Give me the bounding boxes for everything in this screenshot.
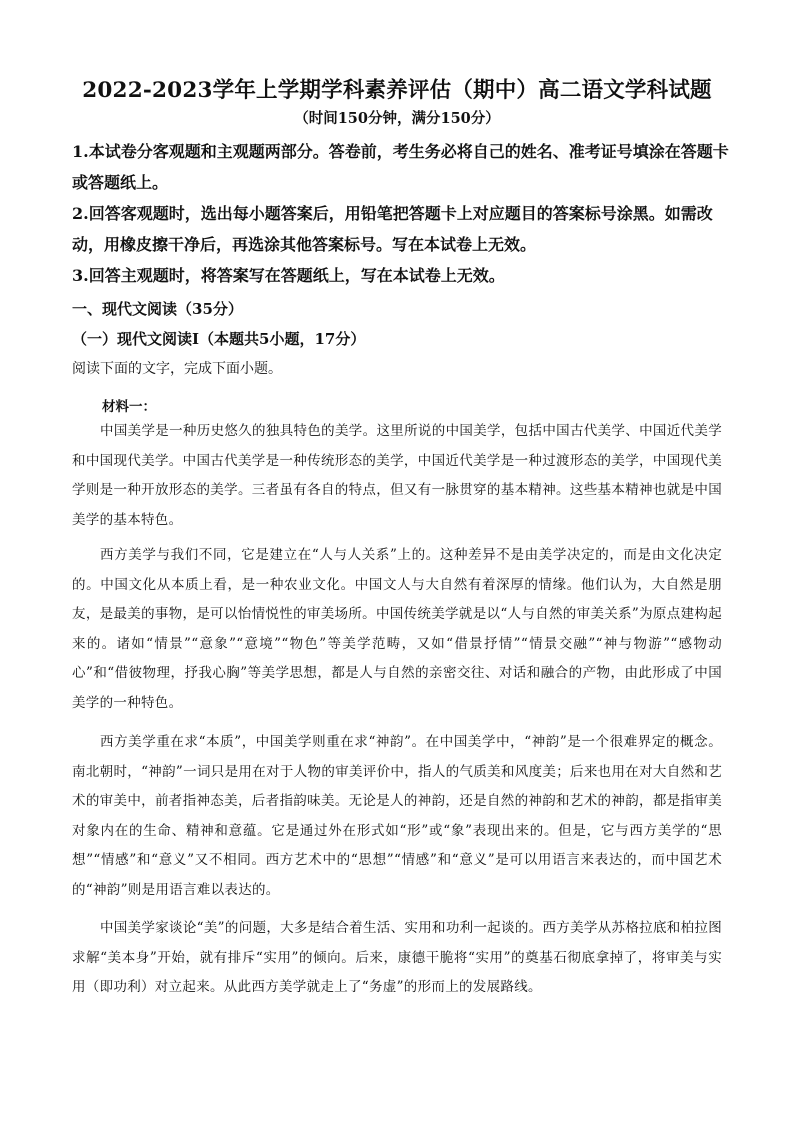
paragraph-2: 西方美学与我们不同，它是建立在“人与人关系”上的。这种差异不是由美学决定的，而是由文化决定的。中国文化从本质上看，是一种农业文化。中国文人与大自然有着深厚的情缘。他们认为，大自然是朋友，是最美的事物，是可以怡情悦性的审美场所。中国传统美学就是以“人与自然的审美关系”为原点建构起来的。诸如“情景”“意象”“意境”“物色”等美学范畴，又如“借景抒情”“情景交融”“神与物游”“感物动心”和“借彼物理，抒我心胸”等美学思想，都是人与自然的亲密交往、对话和融合的产物，由此形成了中国美学的一种特色。 bbox=[72, 547, 722, 711]
section-heading: 一、现代文阅读（35分） bbox=[72, 300, 243, 318]
exam-time-score: （时间150分钟，满分150分） bbox=[294, 110, 500, 127]
instruction-1: 1.本试卷分客观题和主观题两部分。答卷前，考生务必将自己的姓名、准考证号填涂在答题卡或答题纸上。 bbox=[72, 142, 729, 192]
material-label: 材料一： bbox=[102, 399, 156, 415]
reading-prompt: 阅读下面的文字，完成下面小题。 bbox=[72, 361, 282, 377]
paragraph-4: 中国美学家谈论“美”的问题，大多是结合着生活、实用和功利一起谈的。西方美学从苏格拉底和柏拉图求解“美本身”开始，就有排斥“实用”的倾向。后来，康德干脆将“实用”的奠基石彻底拿掉了，将审美与实用（即功利）对立起来。从此西方美学就走上了“务虚”的形而上的发展路线。 bbox=[72, 920, 722, 995]
instruction-3: 3.回答主观题时，将答案写在答题纸上，写在本试卷上无效。 bbox=[72, 266, 505, 285]
paragraph-3: 西方美学重在求“本质”，中国美学则重在求“神韵”。在中国美学中，“神韵”是一个很难界定的概念。南北朝时，“神韵”一词只是用在对于人物的审美评价中，指人的气质美和风度美；后来也用在对大自然和艺术的审美中，前者指神态美，后者指韵味美。无论是人的神韵，还是自然的神韵和艺术的神韵，都是指审美对象内在的生命、精神和意蕴。它是通过外在形式如“形”或“象”表现出来的。但是，它与西方美学的“思想”“情感”和“意义”又不相同。西方艺术中的“思想”“情感”和“意义”是可以用语言来表达的，而中国艺术的“神韵”则是用语言难以表达的。 bbox=[72, 734, 722, 898]
instruction-2: 2.回答客观题时，选出每小题答案后，用铅笔把答题卡上对应题目的答案标号涂黑。如需改动，用橡皮擦干净后，再选涂其他答案标号。写在本试卷上无效。 bbox=[72, 204, 713, 254]
section-subheading: （一）现代文阅读Ⅰ（本题共5小题，17分） bbox=[72, 330, 366, 348]
page-title: 2022-2023学年上学期学科素养评估（期中）高二语文学科试题 bbox=[82, 78, 712, 103]
paragraph-1: 中国美学是一种历史悠久的独具特色的美学。这里所说的中国美学，包括中国古代美学、中国近代美学和中国现代美学。中国古代美学是一种传统形态的美学，中国近代美学是一种过渡形态的美学，中国现代美学则是一种开放形态的美学。三者虽有各自的特点，但又有一脉贯穿的基本精神。这些基本精神也就是中国美学的基本特色。 bbox=[72, 423, 722, 528]
